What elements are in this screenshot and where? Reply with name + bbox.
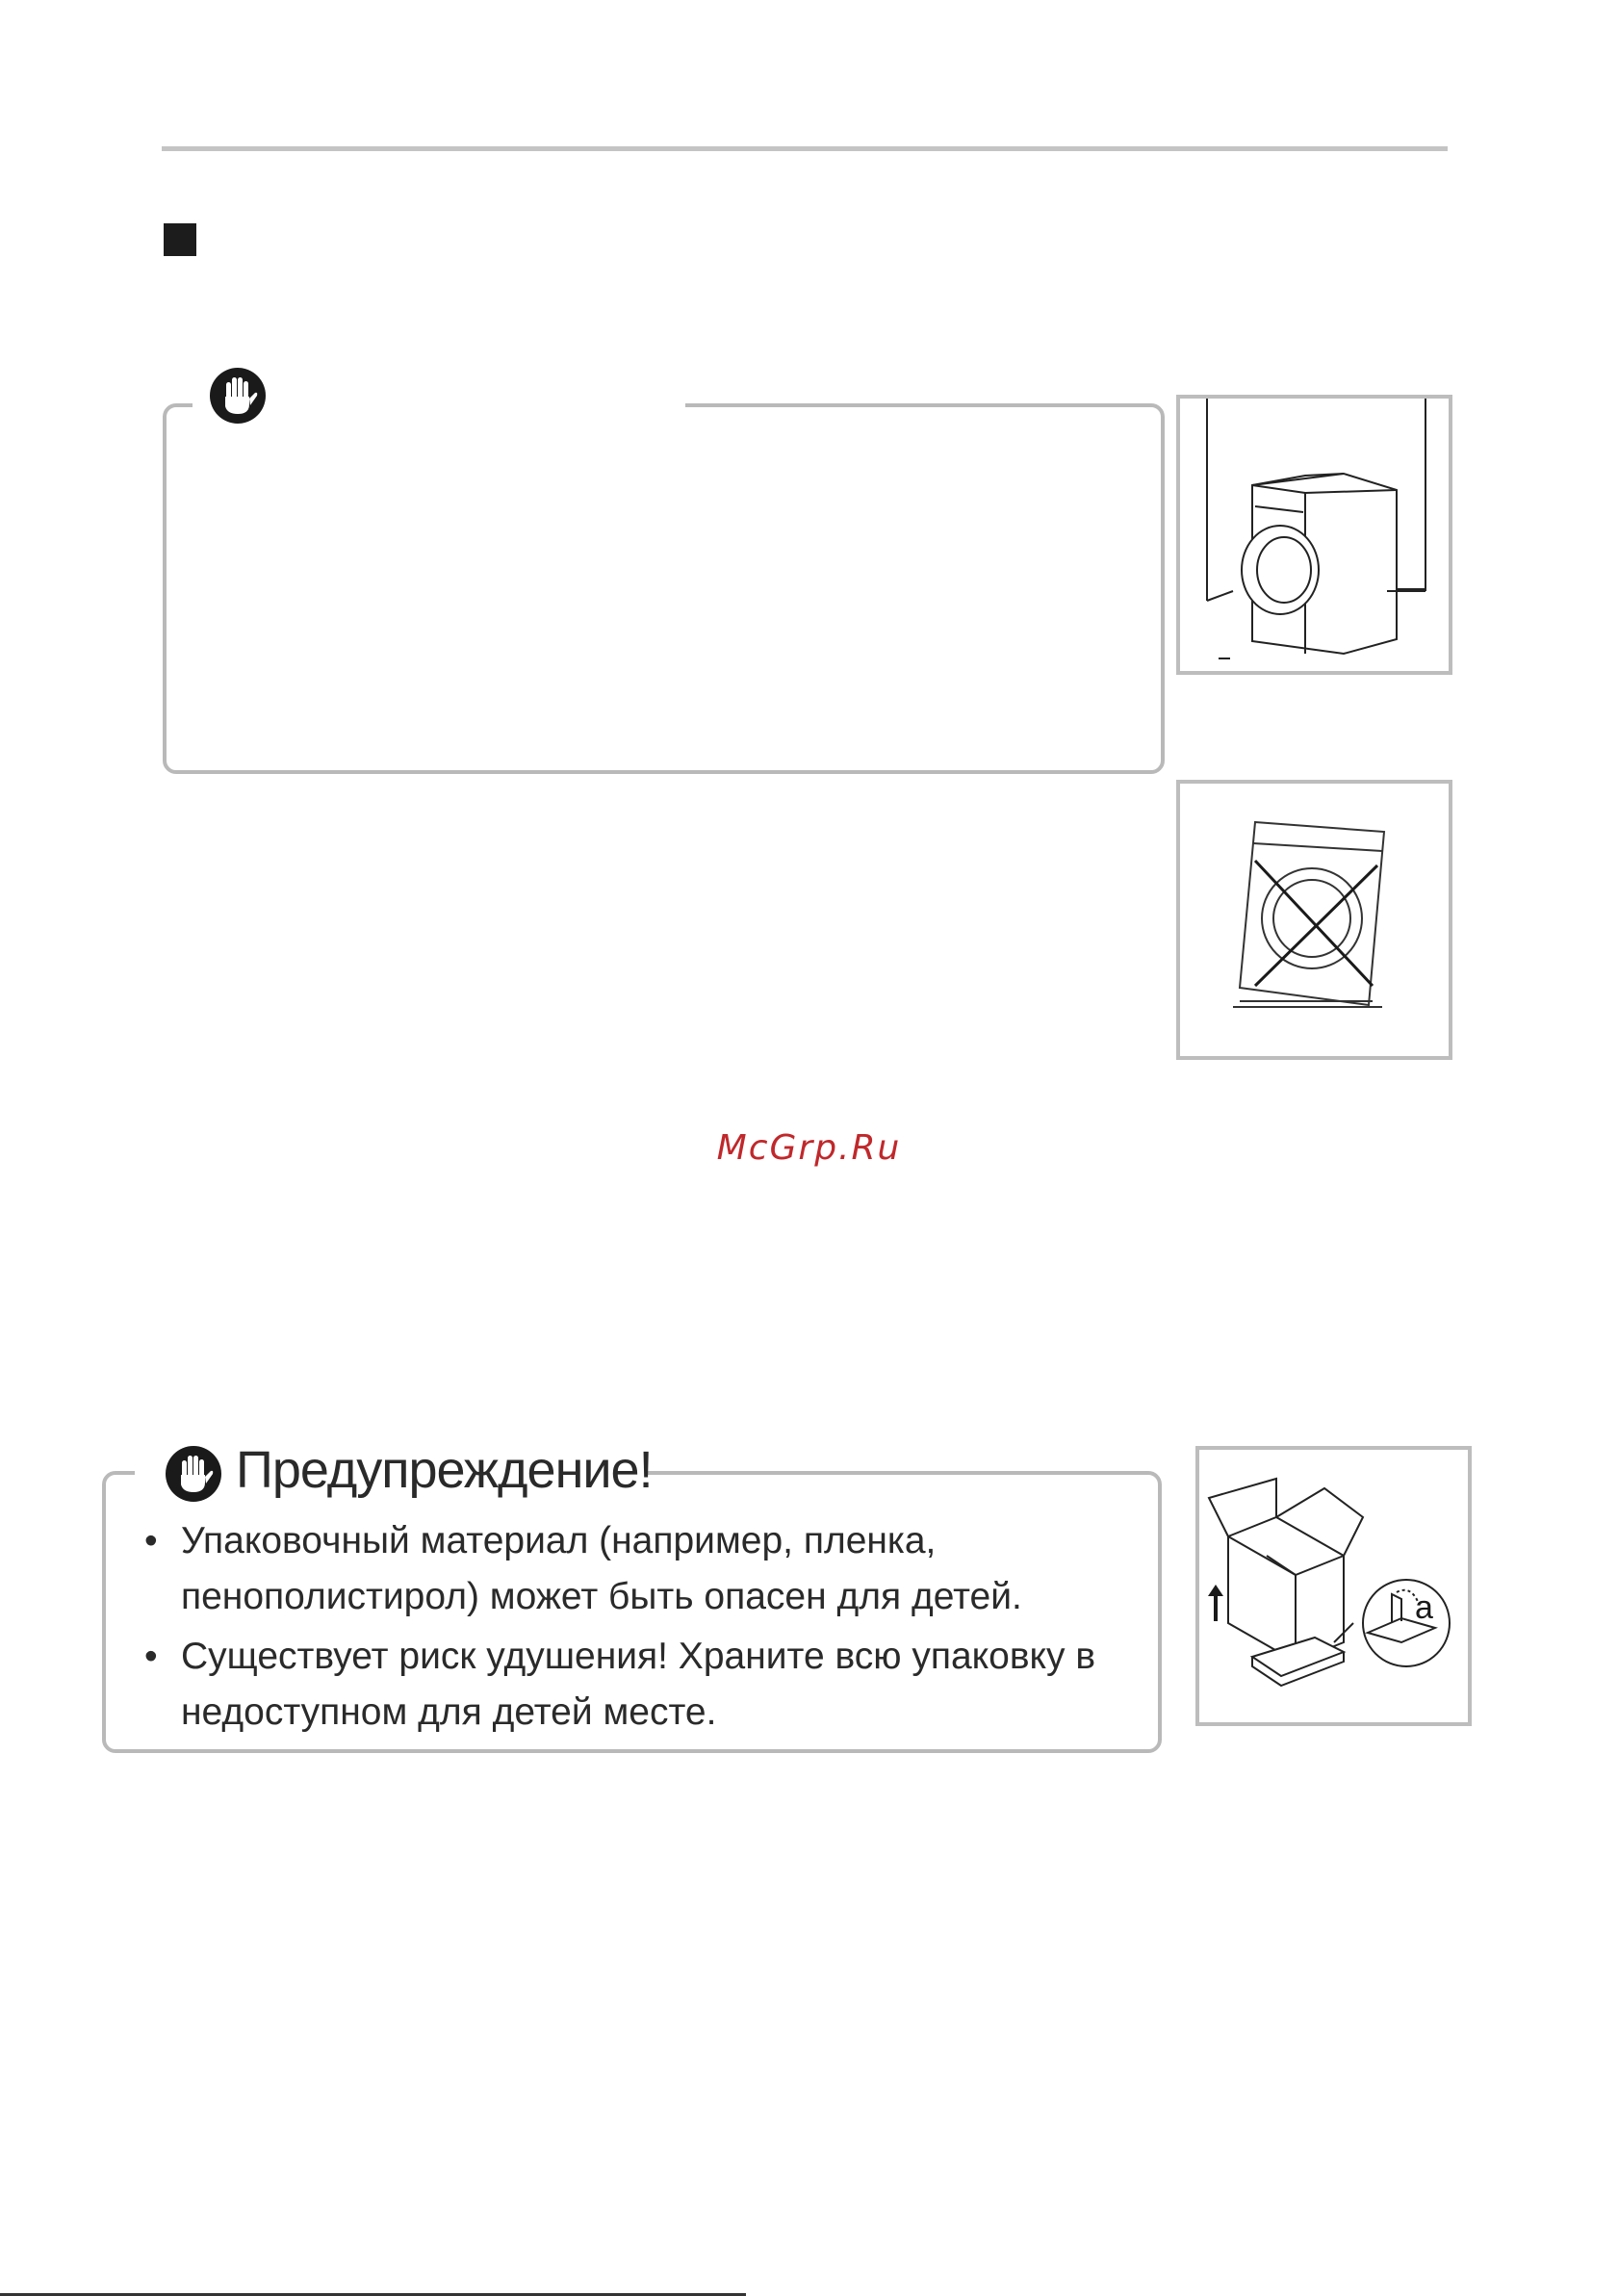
packaging-removal-image — [1195, 1446, 1472, 1726]
washer-in-niche-image — [1176, 395, 1452, 675]
figure-label: a — [1415, 1589, 1433, 1626]
warning-item: • Упаковочный материал (например, пленка, пенополистирол) может быть опасен для детей. — [144, 1513, 1126, 1625]
stop-hand-icon — [164, 1444, 223, 1504]
warning-item: • Существует риск удушения! Храните всю упаковку в недоступном для детей месте. — [144, 1629, 1126, 1741]
watermark: McGrp.Ru — [716, 1128, 902, 1168]
up-arrow-icon — [1208, 1585, 1223, 1621]
section-marker — [164, 223, 196, 256]
caution-box-1 — [163, 403, 1165, 774]
header-rule — [162, 146, 1448, 151]
warning-list — [144, 1513, 1126, 1744]
stop-hand-icon — [208, 366, 268, 426]
warning-title: Предупреждение! — [236, 1441, 653, 1499]
tilted-washer-image — [1176, 780, 1452, 1060]
